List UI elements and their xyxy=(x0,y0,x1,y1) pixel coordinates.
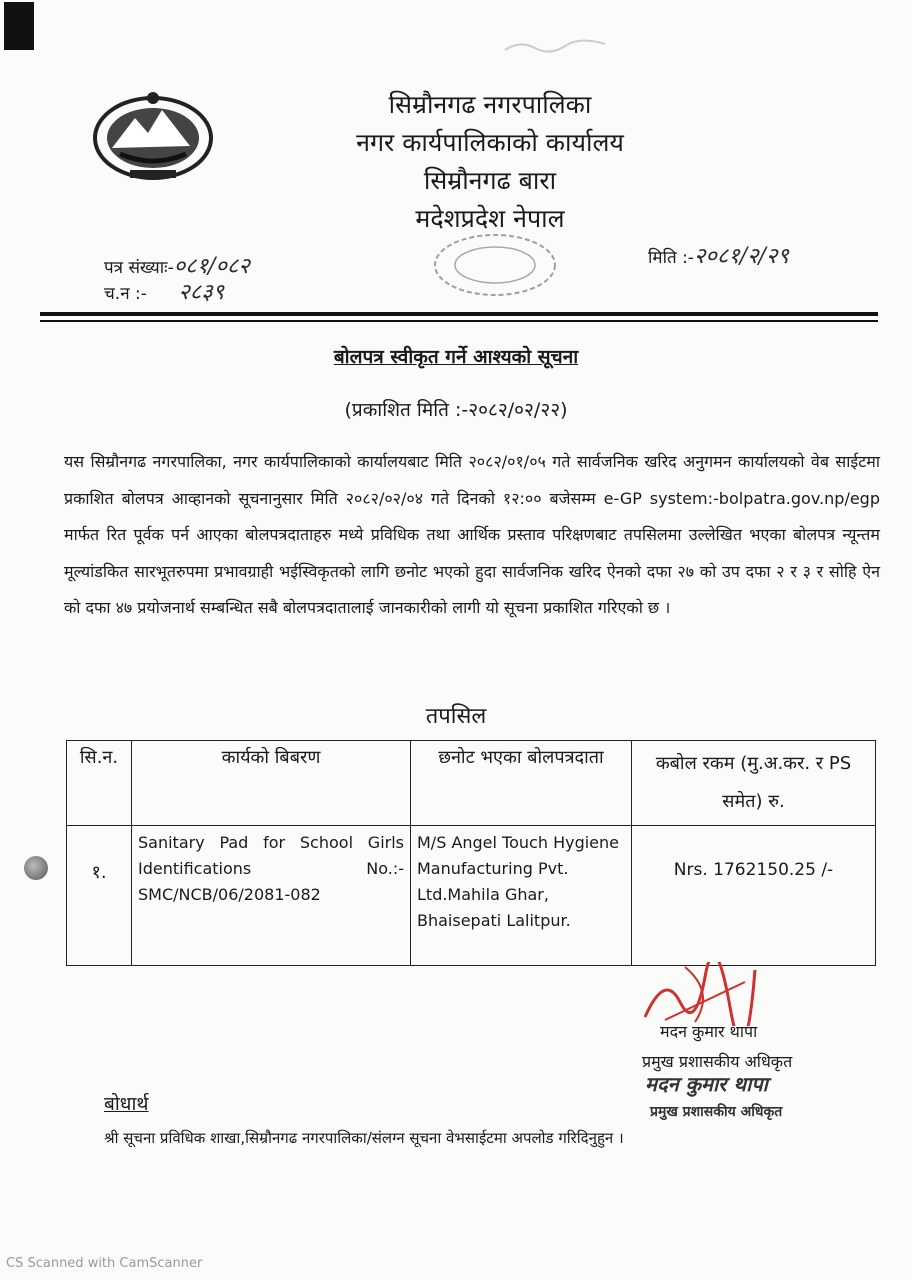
table-caption: तपसिल xyxy=(425,704,487,729)
office-province: मदेशप्रदेश नेपाल xyxy=(415,204,565,233)
cc-line: श्री सूचना प्रविधिक शाखा,सिम्रौनगढ नगरपालिका/संलग्न सूचना वेभसाईटमा अपलोड गरिदिनुहुन । xyxy=(104,1129,624,1147)
signature-mark xyxy=(625,962,765,1026)
punch-hole xyxy=(24,856,48,880)
stamp-name: मदन कुमार थापा xyxy=(645,1072,768,1096)
signatory-name: मदन कुमार थापा xyxy=(660,1022,758,1041)
office-location: सिम्रौनगढ बारा xyxy=(423,166,557,195)
header-amount: कबोल रकम (मु.अ.कर. र PS समेत) रु. xyxy=(632,741,876,826)
header-divider xyxy=(40,312,878,316)
cell-bidder: M/S Angel Touch Hygiene Manufacturing Pvt. Ltd.Mahila Ghar, Bhaisepati Lalitpur. xyxy=(411,826,632,966)
dispatch-number-value: २८३९ xyxy=(178,280,225,305)
cell-sn: १. xyxy=(67,826,132,966)
notice-body: यस सिम्रौनगढ नगरपालिका, नगर कार्यपालिकाको कार्यालयबाट मिति २०८२/०१/०५ गते सार्वजनिक खरिद अनुगमन कार्यालयको वेब साईटमा प्रकाशित बोलपत्र आव्हानको सूचनानुसार मिति २०८२/०२/०४ गते दिनको १२:०० बजेसम्म e-GP system:-bolpatra.gov.np/egp मार्फत रित पूर्वक पर्न आएका बोलपत्रदाताहरु मध्ये प्रविधिक तथा आर्थिक प्रस्ताव परिक्षणबाट तपसिलमा उल्लेखित भएका बोलपत्र न्यून्तम मूल्यांडकित सारभूतरुपमा प्रभावग्राही भईस्विकृतको लागि छनोट भएको हुदा सार्वजनिक खरिद ऐनको दफा २७ को उप दफा २ र ३ र सोहि ऐन को दफा ४७ प्रयोजनार्थ सम्बन्धित सबै बोलपत्रदातालाई जानकारीको लागी यो सूचना प्रकाशित गरिएको छ । xyxy=(64,452,880,617)
dispatch-number-label: च.न :- xyxy=(104,284,147,304)
header-sn: सि.न. xyxy=(67,741,132,826)
dispatch-number xyxy=(104,276,224,306)
notice-title: बोलपत्र स्वीकृत गर्ने आश्यको सूचना xyxy=(333,346,579,368)
faint-scribble xyxy=(500,36,610,56)
letter-date xyxy=(648,240,789,270)
letter-number-label: पत्र संख्याः- xyxy=(104,258,174,278)
published-date: (प्रकाशित मिति :-२०८२/०२/२२) xyxy=(344,399,568,421)
office-name: सिम्रौनगढ नगरपालिका xyxy=(388,90,592,119)
letter-date-label: मिति :- xyxy=(648,248,694,268)
header-divider-thin xyxy=(40,320,878,322)
header-bidder: छनोट भएका बोलपत्रदाता xyxy=(411,741,632,826)
signatory-designation: प्रमुख प्रशासकीय अधिकृत xyxy=(642,1052,793,1071)
letter-date-value: २०८१/२/२९ xyxy=(693,244,789,269)
office-seal-stamp xyxy=(430,230,560,300)
office-subtitle: नगर कार्यपालिकाको कार्यालय xyxy=(356,128,624,157)
cell-description: Sanitary Pad for School Girls Identifications No.:- SMC/NCB/06/2081-082 xyxy=(132,826,411,966)
stamp-designation: प्रमुख प्रशासकीय अधिकृत xyxy=(650,1104,783,1120)
header-description: कार्यको बिबरण xyxy=(132,741,411,826)
bid-table xyxy=(66,740,876,966)
scanner-watermark: CS Scanned with CamScanner xyxy=(6,1256,203,1271)
table-row xyxy=(67,826,876,966)
cc-heading: बोधार्थ xyxy=(104,1093,149,1115)
nepal-emblem-logo xyxy=(90,88,216,182)
cell-amount: Nrs. 1762150.25 /- xyxy=(632,826,876,966)
letter-number-value: ०८१/०८२ xyxy=(173,254,250,279)
scan-corner-mark xyxy=(4,2,34,50)
